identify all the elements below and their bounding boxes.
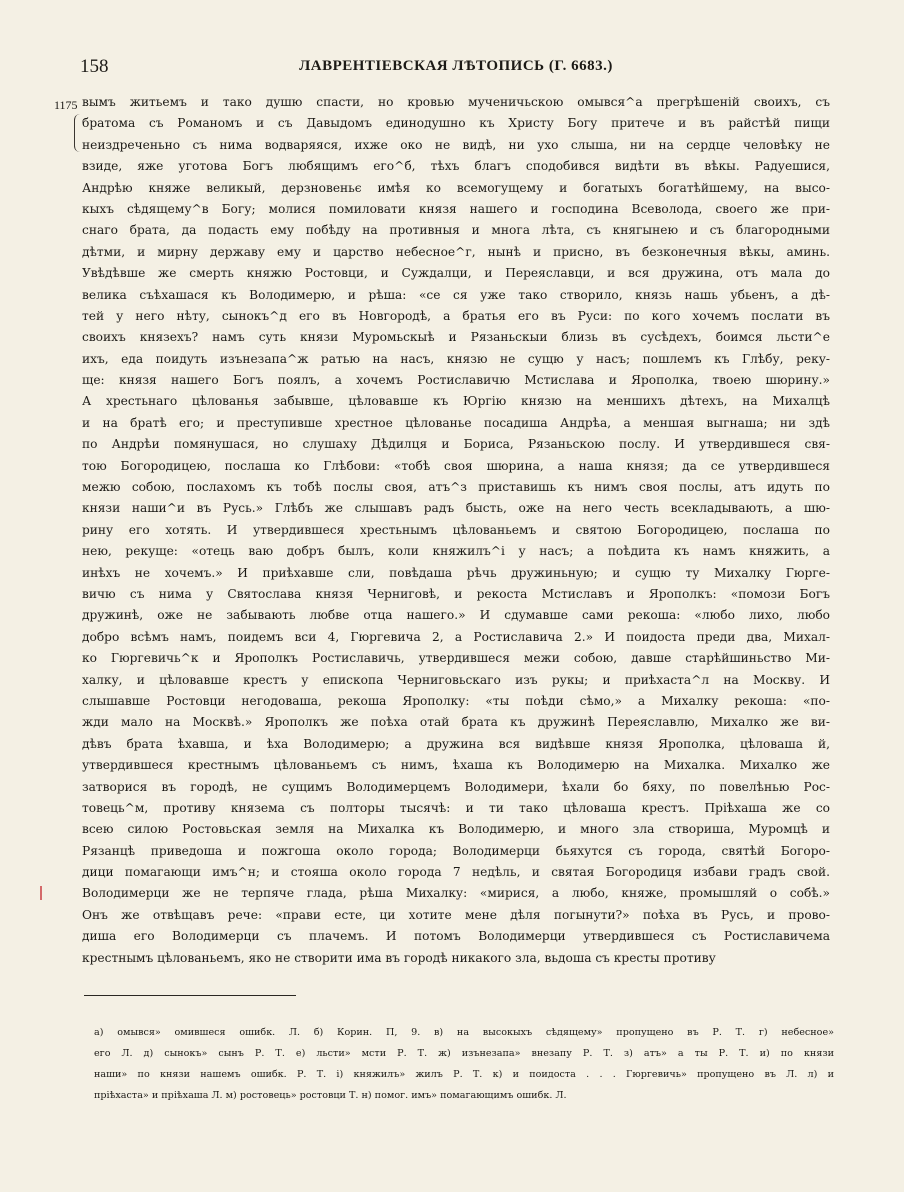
text-line: вичю съ нима у Святослава князя Черниговѣ, и рекоста Мстиславъ и Ярополкъ: «помози Богъ — [82, 586, 830, 601]
text-line: князи наши^и въ Русь.» Глѣбъ же слышавъ радъ бысть, оже на него честь всекладывають, а шю- — [82, 501, 830, 516]
text-line: халку, и цѣловавше крестъ у епископа Черниговьскаго изъ рукы; и приѣхаста^л на Москву. И — [82, 672, 830, 687]
text-line: тей у него нѣту, сынокъ^д его въ Новгородѣ, а братья его въ Руси: по кого хочемъ послати въ — [82, 308, 830, 323]
text-line: товець^м, противу князема съ полторы тысячѣ: и ти тако цѣловаша крестъ. Пріѣхаша же со — [82, 800, 830, 815]
text-line: Володимерци же не терпяче глада, рѣша Михалку: «мирися, а любо, княже, промышляй о собѣ.» — [82, 886, 830, 901]
text-line: по Андрѣи помянушася, но слушаху Дѣдилця и Бориса, Рязаньскою послу. И утвердившеся свя- — [82, 437, 830, 452]
year-marker: 1175 — [54, 98, 78, 112]
text-line: вымъ житьемъ и тако душю спасти, но кровью мученичьскою омывся^а прегрѣшеній своихъ, съ — [82, 95, 830, 109]
text-line: взиде, яже уготова Богъ любящимъ его^б, тѣхъ благъ сподобився видѣти въ вѣкы. Радуешися, — [82, 159, 830, 174]
text-line: Рязанцѣ приведоша и пожгоша около города; Володимерци бьяхутся съ города, святѣй Богоро- — [82, 843, 830, 858]
text-line: ихъ, еда поидуть изънезапа^ж ратью на насъ, князю не сущю у насъ; пошлемъ къ Глѣбу, реку- — [82, 351, 830, 366]
text-line: и на братѣ его; и преступивше хрестное цѣлованье посадиша Андрѣа, а меншая выгнаша; ни здѣ — [82, 415, 830, 430]
footnotes-block — [94, 1022, 834, 1106]
text-line: дѣвъ брата ѣхавша, и ѣха Володимерю; а дружина вся видѣвше князя Ярополка, цѣловаша й, — [82, 736, 830, 751]
running-title: ЛАВРЕНТІЕВСКАЯ ЛѢТОПИСЬ (Г. 6683.) — [299, 58, 613, 74]
text-line: рину его хотять. И утвердившеся хрестьнымъ цѣлованьемъ и святою Богородицею, послаша по — [82, 522, 830, 537]
footnote-line: наши» по князи нашемъ ошибк. Р. Т. і) княжилъ» жилъ Р. Т. к) и поидоста . . . Гюргевичь» пропущено въ Л. л) и — [94, 1069, 834, 1080]
text-line: братома съ Романомъ и съ Давыдомъ единодушно къ Христу Богу притече и въ райстѣй пищи — [82, 116, 830, 131]
text-line: всею силою Ростовьская земля на Михалка къ Володимерю, и много зла створиша, Муромцѣ и — [82, 822, 830, 837]
text-line: А хрестьнаго цѣлованья забывше, цѣловавше къ Юргію князю на меншихъ дѣтехъ, на Михалцѣ — [82, 394, 830, 409]
edge-ink-mark — [40, 886, 42, 900]
text-line: нею, рекуще: «отець ваю добръ былъ, коли княжилъ^і у насъ; а поѣдита къ намъ княжить, а — [82, 544, 830, 559]
text-line: межю собою, послахомъ къ тобѣ послы своя, атъ^з приставишь къ нимъ своя послы, атъ идуть по — [82, 480, 830, 495]
text-line: жди мало на Москвѣ.» Ярополкъ же поѣха отай брата къ дружинѣ Переяславлю, Михалко же ви- — [82, 715, 830, 730]
text-line: диша его Володимерци съ плачемъ. И потомъ Володимерци утвердившеся съ Ростиславичема — [82, 929, 830, 944]
text-line: добро всѣмъ намъ, поидемъ вси 4, Гюргевича 2, а Ростиславича 2.» И поидоста преди два, Михал- — [82, 629, 830, 644]
text-line: дружинѣ, оже не забывають любве отца нашего.» И сдумавше сами рекоша: «любо лихо, любо — [82, 608, 830, 623]
text-line: слышавше Ростовци негодоваша, рекоша Ярополку: «ты поѣди сѣмо,» а Михалку рекоша: «по- — [82, 693, 830, 708]
text-line: дици помагающи имъ^н; и стояша около города 7 недѣль, и святая Богородиця избави градъ свой. — [82, 865, 830, 880]
page-header — [80, 56, 832, 80]
text-line: затворися въ городѣ, не сущимъ Володимерцемъ Володимери, ѣхали бо бяху, по повелѣнью Рос- — [82, 779, 830, 794]
text-line: кыхъ сѣдящему^в Богу; молися помиловати князя нашего и господина Всеволода, своего же при- — [82, 201, 830, 216]
page-number: 158 — [80, 56, 109, 77]
footnote-line: а) омывся» омившеся ошибк. Л. б) Корин. П, 9. в) на высокыхъ сѣдящему» пропущено въ Р. Т. г) небесное» — [94, 1027, 834, 1038]
text-line: снаго брата, да подасть ему побѣду на противныя и многа лѣта, съ княгынею и съ благородными — [82, 223, 830, 238]
text-line: инѣхъ не хочемъ.» И приѣхавше сли, повѣдаша рѣчь дружиньную; и сущю ту Михалку Гюрге- — [82, 565, 830, 580]
text-line: Онъ же отвѣщавъ рече: «прави есте, ци хотите мене дѣля погынути?» поѣха въ Русь, и прово- — [82, 907, 830, 922]
text-line: ще: князя нашего Богъ поялъ, а хочемъ Ростиславичю Мстислава и Ярополка, твоею шюрину.» — [82, 373, 830, 388]
footnote-line: пріѣхаста» и пріѣхаша Л. м) ростовець» ростовци Т. н) помог. имъ» помагающимъ ошибк. Л. — [94, 1090, 567, 1101]
text-line: своихъ князехъ? намъ суть князи Муромьскыѣ и Рязаньскыи близь въ сусѣдехъ, боимся льсти^е — [82, 330, 830, 345]
text-line: крестнымъ цѣлованьемъ, яко не створити има въ городѣ никакого зла, вьдоша съ кресты противу — [82, 950, 716, 965]
text-line: утвердившеся крестнымъ цѣлованьемъ съ нимъ, ѣхаша къ Володимерю на Михалка. Михалко же — [82, 758, 830, 773]
text-line: Увѣдѣвше же смерть княжю Ростовци, и Суждалци, и Переяславци, и вся дружина, отъ мала до — [82, 266, 830, 281]
text-line: Андрѣю княже великый, дерзновеньє имѣя ко всемогущему и богатыхъ богатѣйшему, на высо- — [82, 180, 830, 195]
text-line: тою Богородицею, послаша ко Глѣбови: «тобѣ своя шюрина, а наша князя; да се утвердившеся — [82, 458, 830, 473]
text-line: ко Гюргевичь^к и Ярополкъ Ростиславичь, утвердившеся межи собою, давше старѣйшиньство Ми- — [82, 651, 830, 666]
text-line: дѣтми, и мирну державу ему и царство небесное^г, нынѣ и присно, въ безконечныя вѣкы, аминь. — [82, 244, 830, 259]
text-line: неиздреченьно съ нима водваряяся, ихже око не видѣ, ни ухо слыша, ни на сердце человѣку не — [82, 137, 830, 152]
main-text-body — [82, 92, 830, 969]
text-line: велика съѣхашася къ Володимерю, и рѣша: «се ся уже тако створило, князь нашь убьенъ, а дѣ- — [82, 287, 830, 302]
footnote-divider — [84, 995, 296, 996]
footnote-line: его Л. д) сынокъ» сынъ Р. Т. е) льсти» мсти Р. Т. ж) изънезапа» внезапу Р. Т. з) атъ» а ты Р. Т. и) по князи — [94, 1048, 834, 1059]
